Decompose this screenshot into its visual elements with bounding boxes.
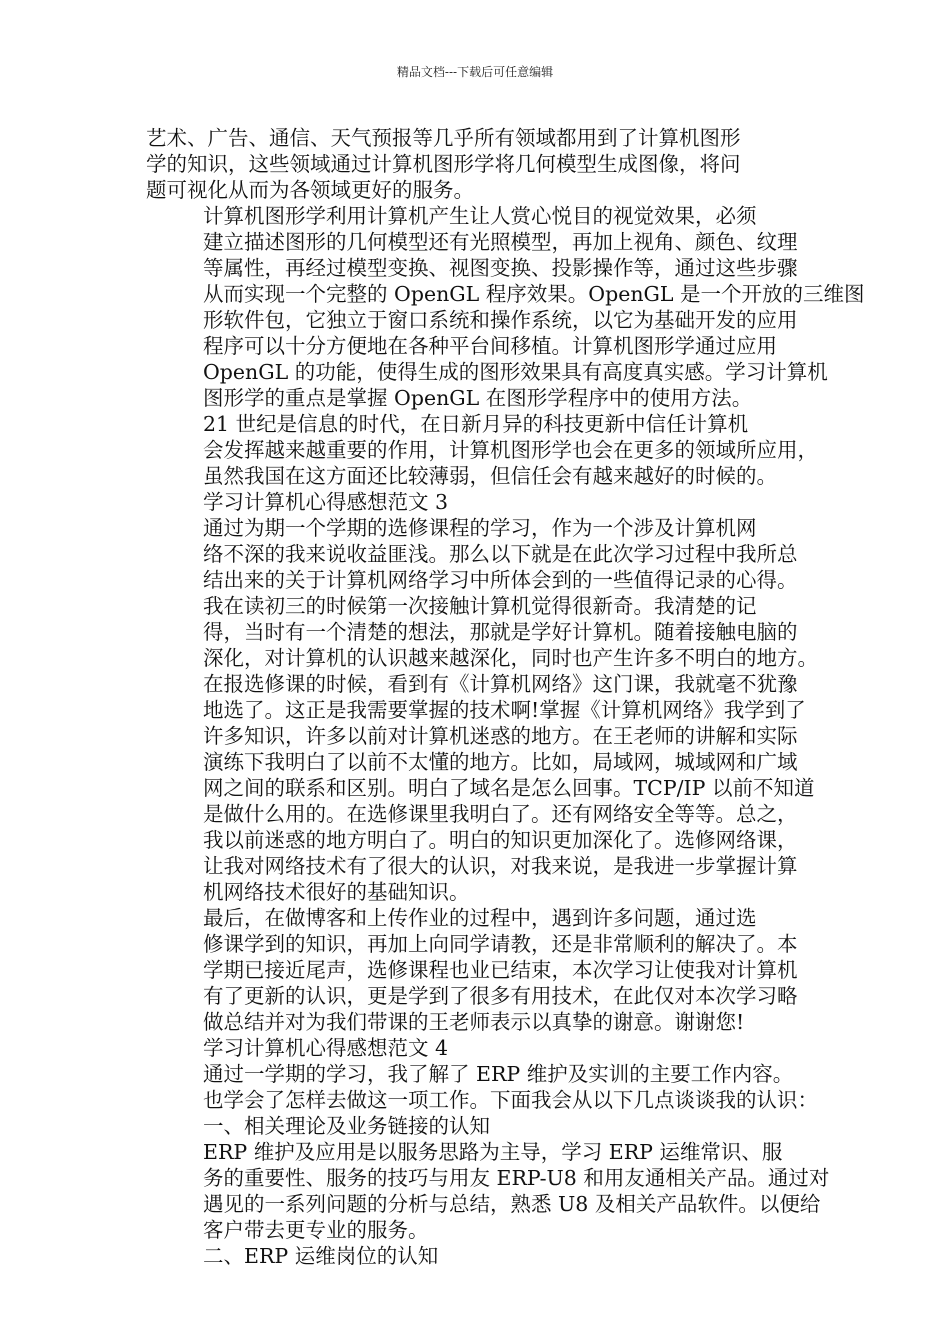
text-line: 客户带去更专业的服务。 — [203, 1218, 429, 1242]
text-line: 修课学到的知识，再加上向同学请教，还是非常顺利的解决了。本 — [203, 932, 798, 956]
paragraph — [146, 1061, 824, 1113]
text-line: 地选了。这正是我需要掌握的技术啊!掌握《计算机网络》我学到了 — [203, 698, 806, 722]
paragraph — [146, 125, 824, 203]
text-line: 在报选修课的时候，看到有《计算机网络》这门课，我就毫不犹豫 — [203, 672, 798, 696]
paragraph — [146, 1139, 830, 1243]
text-line: 是做什么用的。在选修课里我明白了。还有网络安全等等。总之， — [203, 802, 798, 826]
text-line: 一、相关理论及业务链接的认知 — [203, 1114, 490, 1138]
text-line: 图形学的重点是掌握 OpenGL 在图形学程序中的使用方法。 — [203, 386, 753, 410]
text-line: 我以前迷惑的地方明白了。明白的知识更加深化了。选修网络课， — [203, 828, 798, 852]
paragraph — [146, 1243, 824, 1269]
paragraph — [146, 905, 824, 1035]
paragraph — [146, 1113, 824, 1139]
page-header: 精品文档---下载后可任意编辑 — [396, 65, 554, 79]
text-line: 从而实现一个完整的 OpenGL 程序效果。OpenGL 是一个开放的三维图 — [203, 282, 865, 306]
text-line: 学期已接近尾声，选修课程也业已结束，本次学习让使我对计算机 — [203, 958, 798, 982]
paragraph — [146, 203, 865, 411]
text-line: 我在读初三的时候第一次接触计算机觉得很新奇。我清楚的记 — [203, 594, 757, 618]
text-line: ERP 维护及应用是以服务思路为主导，学习 ERP 运维常识、服 — [203, 1140, 783, 1164]
paragraph — [146, 593, 824, 905]
text-line: 题可视化从而为各领域更好的服务。 — [146, 178, 474, 202]
text-line: 会发挥越来越重要的作用，计算机图形学也会在更多的领域所应用， — [203, 438, 818, 462]
text-line: 做总结并对为我们带课的王老师表示以真挚的谢意。谢谢您! — [203, 1010, 745, 1034]
document-body — [146, 125, 865, 1269]
text-line: 络不深的我来说收益匪浅。那么以下就是在此次学习过程中我所总 — [203, 542, 798, 566]
text-line: 形软件包，它独立于窗口系统和操作系统，以它为基础开发的应用 — [203, 308, 798, 332]
text-line: 得，当时有一个清楚的想法，那就是学好计算机。随着接触电脑的 — [203, 620, 798, 644]
text-line: 21 世纪是信息的时代，在日新月异的科技更新中信任计算机 — [203, 412, 749, 436]
text-line: 学的知识，这些领域通过计算机图形学将几何模型生成图像，将问 — [146, 152, 741, 176]
paragraph — [146, 1035, 824, 1061]
text-line: 等属性，再经过模型变换、视图变换、投影操作等，通过这些步骤 — [203, 256, 798, 280]
text-line: 通过为期一个学期的选修课程的学习，作为一个涉及计算机网 — [203, 516, 757, 540]
text-line: 遇见的一系列问题的分析与总结，熟悉 U8 及相关产品软件。以便给 — [203, 1192, 821, 1216]
paragraph — [146, 411, 824, 489]
text-line: 通过一学期的学习，我了解了 ERP 维护及实训的主要工作内容。 — [203, 1062, 794, 1086]
text-line: OpenGL 的功能，使得生成的图形效果具有高度真实感。学习计算机 — [203, 360, 828, 384]
paragraph — [146, 489, 824, 515]
text-line: 虽然我国在这方面还比较薄弱，但信任会有越来越好的时候的。 — [203, 464, 777, 488]
text-line: 最后，在做博客和上传作业的过程中，遇到许多问题，通过选 — [203, 906, 757, 930]
text-line: 深化，对计算机的认识越来越深化，同时也产生许多不明白的地方。 — [203, 646, 818, 670]
text-line: 结出来的关于计算机网络学习中所体会到的一些值得记录的心得。 — [203, 568, 798, 592]
text-line: 务的重要性、服务的技巧与用友 ERP-U8 和用友通相关产品。通过对 — [203, 1166, 830, 1190]
text-line: 机网络技术很好的基础知识。 — [203, 880, 470, 904]
text-line: 也学会了怎样去做这一项工作。下面我会从以下几点谈谈我的认识： — [203, 1088, 818, 1112]
paragraph — [146, 515, 824, 593]
text-line: 程序可以十分方便地在各种平台间移植。计算机图形学通过应用 — [203, 334, 777, 358]
text-line: 艺术、广告、通信、天气预报等几乎所有领域都用到了计算机图形 — [146, 126, 741, 150]
text-line: 演练下我明白了以前不太懂的地方。比如，局域网，城域网和广域 — [203, 750, 798, 774]
text-line: 让我对网络技术有了很大的认识，对我来说，是我进一步掌握计算 — [203, 854, 798, 878]
text-line: 计算机图形学利用计算机产生让人赏心悦目的视觉效果，必须 — [203, 204, 757, 228]
text-line: 学习计算机心得感想范文 4 — [203, 1036, 449, 1060]
text-line: 二、ERP 运维岗位的认知 — [203, 1244, 439, 1268]
text-line: 学习计算机心得感想范文 3 — [203, 490, 449, 514]
text-line: 有了更新的认识，更是学到了很多有用技术，在此仅对本次学习略 — [203, 984, 798, 1008]
text-line: 许多知识，许多以前对计算机迷惑的地方。在王老师的讲解和实际 — [203, 724, 798, 748]
text-line: 网之间的联系和区别。明白了域名是怎么回事。TCP/IP 以前不知道 — [203, 776, 815, 800]
text-line: 建立描述图形的几何模型还有光照模型，再加上视角、颜色、纹理 — [203, 230, 798, 254]
